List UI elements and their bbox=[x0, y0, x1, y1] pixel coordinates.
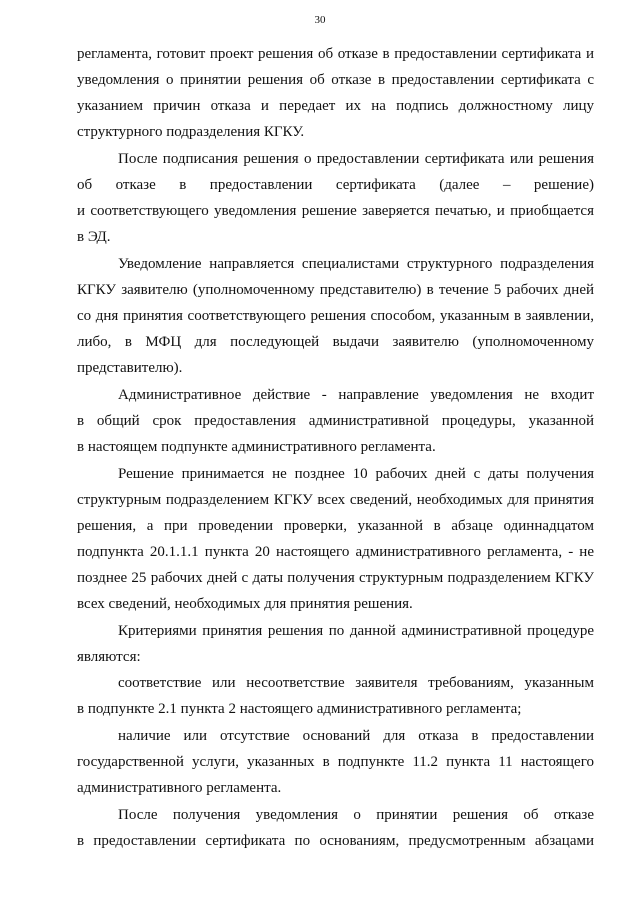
text-line: со дня принятия соответствующего решения способом, указанным в заявлении, bbox=[77, 308, 594, 324]
text-line: Решение принимается не позднее 10 рабочих дней с даты получения bbox=[118, 466, 594, 482]
text-line: об отказе в предоставлении сертификата (далее – решение) bbox=[77, 177, 594, 193]
text-line: регламента, готовит проект решения об отказе в предоставлении сертификата и bbox=[77, 46, 594, 62]
text-line: либо, в МФЦ для последующей выдачи заявителю (уполномоченному bbox=[77, 334, 594, 350]
text-line: в общий срок предоставления административной процедуры, указанной bbox=[77, 413, 594, 429]
text-line: Критериями принятия решения по данной административной процедуре bbox=[118, 623, 594, 639]
text-line: в настоящем подпункте административного регламента. bbox=[77, 439, 436, 455]
text-line: в предоставлении сертификата по основаниям, предусмотренным абзацами bbox=[77, 833, 594, 849]
text-line: представителю). bbox=[77, 360, 183, 376]
text-line: государственной услуги, указанных в подпункте 11.2 пункта 11 настоящего bbox=[77, 754, 594, 770]
text-line: Уведомление направляется специалистами структурного подразделения bbox=[118, 256, 594, 272]
text-line: Административное действие - направление уведомления не входит bbox=[118, 387, 594, 403]
text-line: и соответствующего уведомления решение заверяется печатью, и приобщается bbox=[77, 203, 594, 219]
text-line: После получения уведомления о принятии решения об отказе bbox=[118, 807, 594, 823]
page-number: 30 bbox=[314, 14, 326, 26]
text-line: административного регламента. bbox=[77, 780, 282, 796]
text-line: уведомления о принятии решения об отказе в предоставлении сертификата с bbox=[77, 72, 594, 88]
text-line: всех сведений, необходимых для принятия решения. bbox=[77, 596, 413, 612]
text-line: структурным подразделением КГКУ всех сведений, необходимых для принятия bbox=[77, 492, 594, 508]
text-line: позднее 25 рабочих дней с даты получения структурным подразделением КГКУ bbox=[77, 570, 594, 586]
text-line: КГКУ заявителю (уполномоченному представителю) в течение 5 рабочих дней bbox=[77, 282, 594, 298]
text-line: в ЭД. bbox=[77, 229, 111, 245]
text-line: соответствие или несоответствие заявителя требованиям, указанным bbox=[118, 675, 594, 691]
text-line: наличие или отсутствие оснований для отказа в предоставлении bbox=[118, 728, 594, 744]
text-line: подпункта 20.1.1.1 пункта 20 настоящего административного регламента, - не bbox=[77, 544, 594, 560]
text-line: являются: bbox=[77, 649, 141, 665]
text-line: в подпункте 2.1 пункта 2 настоящего административного регламента; bbox=[77, 701, 522, 717]
text-line: После подписания решения о предоставлении сертификата или решения bbox=[118, 151, 594, 167]
text-line: решения, а при проведении проверки, указанной в абзаце одиннадцатом bbox=[77, 518, 594, 534]
text-line: структурного подразделения КГКУ. bbox=[77, 124, 305, 140]
text-line: указанием причин отказа и передает их на подпись должностному лицу bbox=[77, 98, 594, 114]
